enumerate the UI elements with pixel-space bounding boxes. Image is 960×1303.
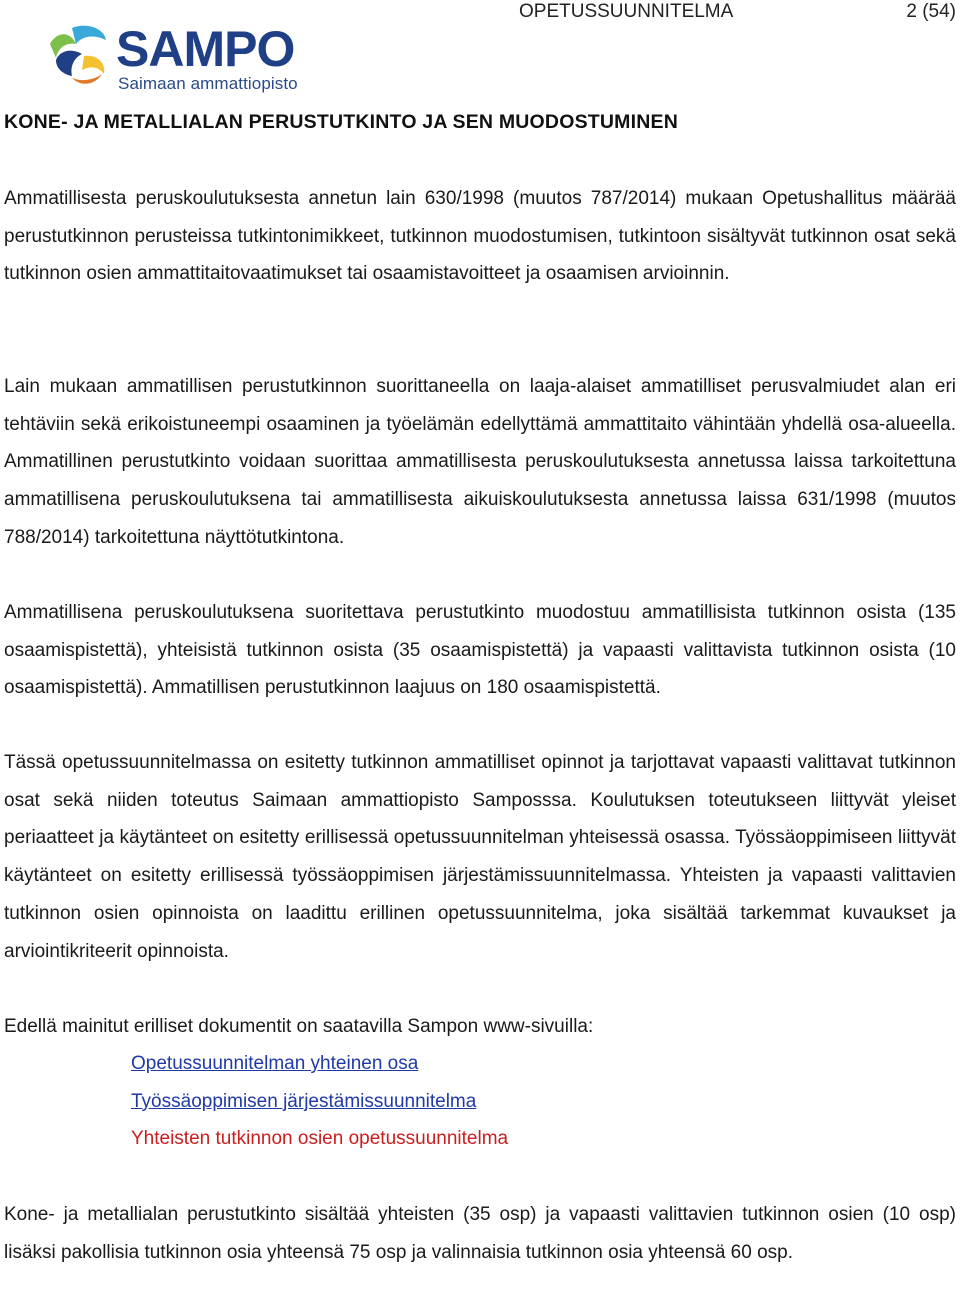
paragraph-2: Lain mukaan ammatillisen perustutkinnon suorittaneella on laaja-alaiset ammatilliset perusvalmiudet alan eri tehtäviin sekä erikoistuneempi osaaminen ja työelämän edellyttämä ammattitaito vähintään yhdellä osa-alueella. Ammatillinen perustutkinto voidaan suorittaa ammatillisesta peruskoulutuksesta annetussa laissa tarkoitettuna ammatillisena peruskoulutuksena tai ammatillisesta aikuiskoulutuksesta annetussa laissa 631/1998 (muutos 788/2014) tarkoitettuna näyttötutkintona. <box>4 376 956 548</box>
paragraph-1: Ammatillisesta peruskoulutuksesta annetun lain 630/1998 (muutos 787/2014) mukaan Opetushallitus määrää perustutkinnon perusteissa tutkintonimikkeet, tutkinnon muodostumisen, tutkintoon sisältyvät tutkinnon osat sekä tutkinnon osien ammattitaitovaatimukset tai osaamistavoitteet ja osaamisen arvioinnin. <box>4 188 956 285</box>
paragraph-6: Kone- ja metallialan perustutkinto sisältää yhteisten (35 osp) ja vapaasti valittavien tutkinnon osien (10 osp) lisäksi pakollisia tutkinnon osia yhteensä 75 osp ja valinnaisia tutkinnon osia yhteensä 60 osp. <box>4 1204 956 1263</box>
sampo-logo <box>42 22 312 98</box>
document-links <box>131 1045 508 1158</box>
logo-wordmark: SAMPO <box>116 21 295 77</box>
sampo-swirl-icon <box>42 22 118 88</box>
document-type: OPETUSSUUNNITELMA <box>519 1 734 22</box>
page-number: 2 (54) <box>906 1 956 22</box>
section-title: KONE- JA METALLIALAN PERUSTUTKINTO JA SEN MUODOSTUMINEN <box>4 111 679 133</box>
paragraph-3: Ammatillisena peruskoulutuksena suoritettava perustutkinto muodostuu ammatillisista tutkinnon osista (135 osaamispistettä), yhteisistä tutkinnon osista (35 osaamispistettä) ja vapaasti valittavista tutkinnon osista (10 osaamispistettä). Ammatillisen perustutkinnon laajuus on 180 osaamispistettä. <box>4 602 956 699</box>
link-opetussuunnitelman-yhteinen-osa[interactable]: Opetussuunnitelman yhteinen osa <box>131 1053 419 1074</box>
logo-subtitle: Saimaan ammattiopisto <box>118 74 298 93</box>
link-yhteisten-tutkinnon-osien-opetussuunnitelma[interactable]: Yhteisten tutkinnon osien opetussuunnitelma <box>131 1128 509 1150</box>
paragraph-5: Edellä mainitut erilliset dokumentit on saatavilla Sampon www-sivuilla: <box>4 1016 594 1037</box>
paragraph-4: Tässä opetussuunnitelmassa on esitetty tutkinnon ammatilliset opinnot ja tarjottavat vapaasti valittavat tutkinnon osat sekä niiden toteutus Saimaan ammattiopisto Samposssa. Koulutuksen toteutukseen liittyvät yleiset periaatteet ja käytänteet on esitetty erillisessä opetussuunnitelman yhteisessä osassa. Työssäoppimiseen liittyvät käytänteet on esitetty erillisessä työssäoppimisen järjestämissuunnitelmassa. Yhteisten ja vapaasti valittavien tutkinnon osien opinnoista on laadittu erillinen opetussuunnitelma, joka sisältää tarkemmat kuvaukset ja arviointikriteerit opinnoista. <box>4 752 956 962</box>
link-tyossaoppimisen-jarjestamissuunnitelma[interactable]: Työssäoppimisen järjestämissuunnitelma <box>131 1090 477 1112</box>
